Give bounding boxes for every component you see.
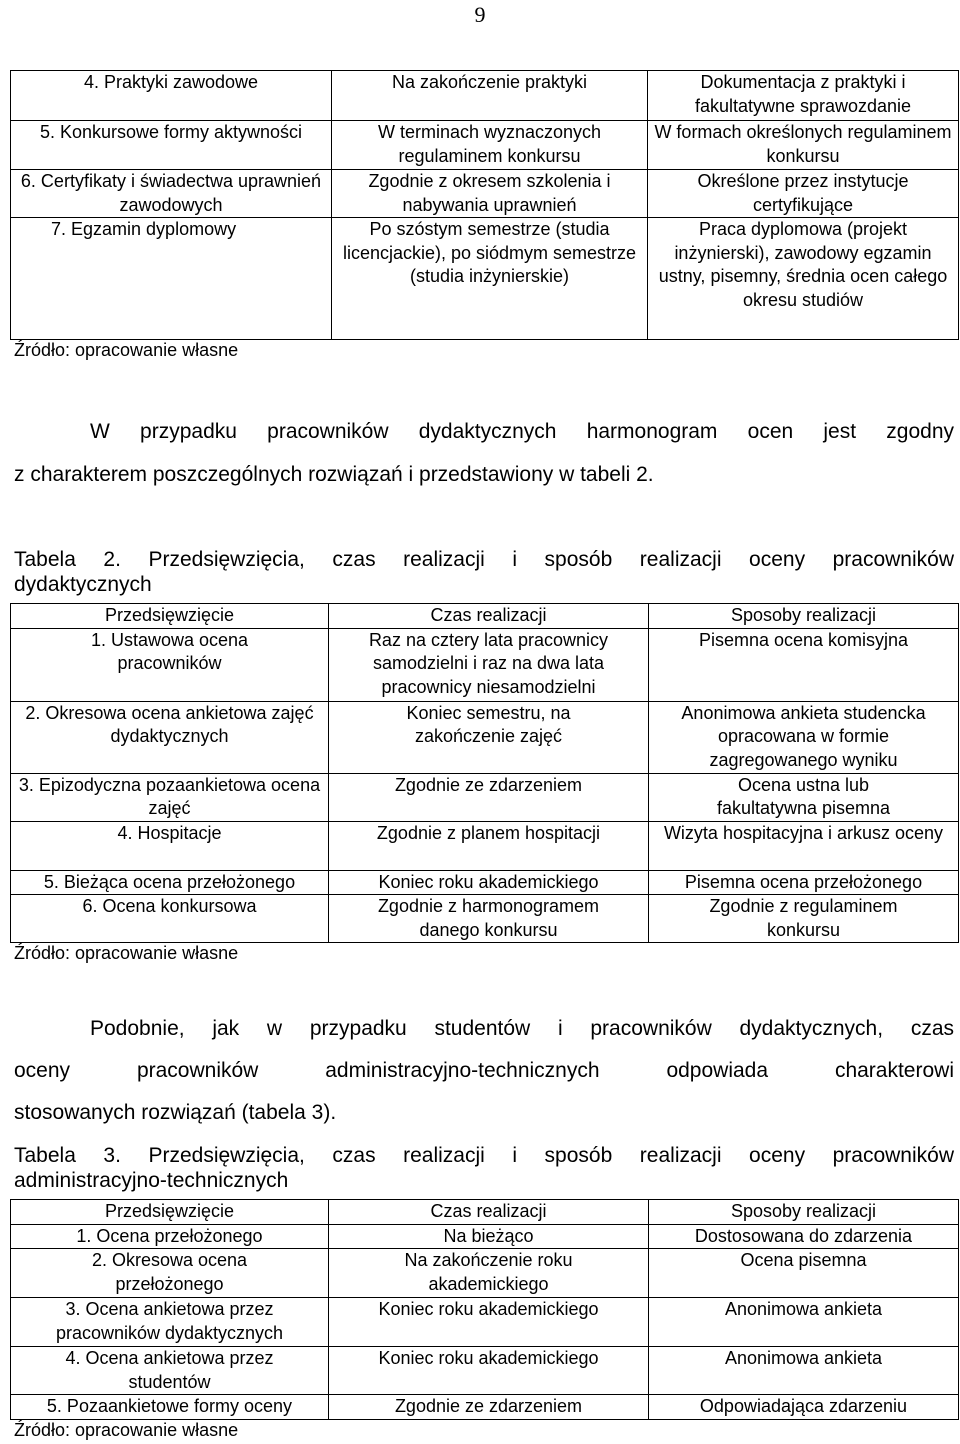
table-cell: Koniec semestru, na zakończenie zajęć xyxy=(329,701,649,773)
table-cell: Pisemna ocena komisyjna xyxy=(649,628,959,701)
table-cell: Praca dyplomowa (projekt inżynierski), zawodowy egzamin ustny, pisemny, średnia ocen całego okresu studiów xyxy=(648,218,959,340)
table-row xyxy=(11,773,959,821)
paragraph-2-mid xyxy=(14,1057,954,1085)
caption-line: administracyjno-technicznych xyxy=(14,1169,289,1192)
table-cell: 2. Okresowa ocena ankietowa zajęć dydaktycznych xyxy=(11,701,329,773)
column-header: Przedsięwzięcie xyxy=(11,1200,329,1225)
table-cell: 4. Hospitacje xyxy=(11,821,329,870)
table-cell: 5. Pozaankietowe formy oceny xyxy=(11,1395,329,1420)
paragraph-2 xyxy=(14,1015,954,1043)
table-cell: Po szóstym semestrze (studia licencjackie), po siódmym semestrze (studia inżynierskie) xyxy=(332,218,648,340)
table-cell: Zgodnie ze zdarzeniem xyxy=(329,773,649,821)
table-cell: W terminach wyznaczonych regulaminem konkursu xyxy=(332,121,648,170)
table-cell: 6. Certyfikaty i świadectwa uprawnień zawodowych xyxy=(11,170,332,218)
table-cell: Dostosowana do zdarzenia xyxy=(649,1224,959,1249)
table-row xyxy=(11,170,959,218)
table-row xyxy=(11,628,959,701)
table-row xyxy=(11,870,959,895)
paragraph-line: stosowanych rozwiązań (tabela 3). xyxy=(14,1101,337,1124)
table-row xyxy=(11,701,959,773)
table-cell: Odpowiadająca zdarzeniu xyxy=(649,1395,959,1420)
paragraph-1 xyxy=(14,418,954,446)
table-row xyxy=(11,1224,959,1249)
column-header: Sposoby realizacji xyxy=(649,604,959,629)
table-cell: Na bieżąco xyxy=(329,1224,649,1249)
table-cell: Pisemna ocena przełożonego xyxy=(649,870,959,895)
table-cell: 3. Epizodyczna pozaankietowa ocena zajęć xyxy=(11,773,329,821)
table-cell: 6. Ocena konkursowa xyxy=(11,895,329,943)
table-cell: Wizyta hospitacyjna i arkusz oceny xyxy=(649,821,959,870)
table-cell: W formach określonych regulaminem konkursu xyxy=(648,121,959,170)
table-row xyxy=(11,895,959,943)
table-3-caption xyxy=(14,1143,954,1193)
table-cell: Anonimowa ankieta studencka opracowana w formie zagregowanego wyniku xyxy=(649,701,959,773)
paragraph-line: Podobnie, jak w przypadku studentów i pracowników dydaktycznych, czas xyxy=(90,1017,954,1040)
table-cell: Anonimowa ankieta xyxy=(649,1298,959,1347)
table-row xyxy=(11,821,959,870)
table-2 xyxy=(10,603,959,943)
table-cell: 4. Ocena ankietowa przez studentów xyxy=(11,1347,329,1395)
paragraph-1-end xyxy=(14,461,954,489)
table-cell: 3. Ocena ankietowa przez pracowników dydaktycznych xyxy=(11,1298,329,1347)
table-2-caption xyxy=(14,547,954,597)
table-cell: Koniec roku akademickiego xyxy=(329,1298,649,1347)
table-1-source: Źródło: opracowanie własne xyxy=(14,340,239,360)
paragraph-line: z charakterem poszczególnych rozwiązań i przedstawiony w tabeli 2. xyxy=(14,463,654,486)
column-header: Czas realizacji xyxy=(329,604,649,629)
table-cell: Zgodnie z harmonogramem danego konkursu xyxy=(329,895,649,943)
table-2-source: Źródło: opracowanie własne xyxy=(14,943,239,963)
table-cell: Określone przez instytucje certyfikujące xyxy=(648,170,959,218)
table-cell: Zgodnie z regulaminem konkursu xyxy=(649,895,959,943)
table-cell: 4. Praktyki zawodowe xyxy=(11,71,332,121)
table-row xyxy=(11,71,959,121)
column-header: Sposoby realizacji xyxy=(649,1200,959,1225)
table-row xyxy=(11,1347,959,1395)
table-row xyxy=(11,1249,959,1298)
column-header: Czas realizacji xyxy=(329,1200,649,1225)
table-cell: Na zakończenie roku akademickiego xyxy=(329,1249,649,1298)
table-cell: Raz na cztery lata pracownicy samodzielni i raz na dwa lata pracownicy niesamodzielni xyxy=(329,628,649,701)
table-header-row xyxy=(11,604,959,629)
caption-line: Tabela 3. Przedsięwzięcia, czas realizacji i sposób realizacji oceny pracowników xyxy=(14,1144,954,1167)
column-header: Przedsięwzięcie xyxy=(11,604,329,629)
table-row xyxy=(11,1395,959,1420)
table-3 xyxy=(10,1199,959,1420)
table-cell: Dokumentacja z praktyki i fakultatywne sprawozdanie xyxy=(648,71,959,121)
table-cell: 2. Okresowa ocena przełożonego xyxy=(11,1249,329,1298)
table-cell: 5. Konkursowe formy aktywności xyxy=(11,121,332,170)
table-cell: Koniec roku akademickiego xyxy=(329,870,649,895)
caption-line: Tabela 2. Przedsięwzięcia, czas realizacji i sposób realizacji oceny pracowników xyxy=(14,548,954,571)
table-cell: 5. Bieżąca ocena przełożonego xyxy=(11,870,329,895)
table-cell: Ocena ustna lub fakultatywna pisemna xyxy=(649,773,959,821)
table-cell: 7. Egzamin dyplomowy xyxy=(11,218,332,340)
table-row xyxy=(11,121,959,170)
table-cell: Zgodnie ze zdarzeniem xyxy=(329,1395,649,1420)
table-header-row xyxy=(11,1200,959,1225)
table-cell: Anonimowa ankieta xyxy=(649,1347,959,1395)
paragraph-2-end xyxy=(14,1099,954,1127)
paragraph-line: W przypadku pracowników dydaktycznych harmonogram ocen jest zgodny xyxy=(90,420,954,443)
table-3-source: Źródło: opracowanie własne xyxy=(14,1420,239,1440)
table-cell: Ocena pisemna xyxy=(649,1249,959,1298)
table-cell: Zgodnie z planem hospitacji xyxy=(329,821,649,870)
caption-line: dydaktycznych xyxy=(14,573,152,596)
table-cell: Na zakończenie praktyki xyxy=(332,71,648,121)
table-cell: 1. Ocena przełożonego xyxy=(11,1224,329,1249)
table-row xyxy=(11,1298,959,1347)
paragraph-line: oceny pracowników administracyjno-technicznych odpowiada charakterowi xyxy=(14,1059,954,1082)
table-1 xyxy=(10,70,959,340)
page-number: 9 xyxy=(474,2,486,27)
table-cell: 1. Ustawowa ocena pracowników xyxy=(11,628,329,701)
table-row xyxy=(11,218,959,340)
table-cell: Koniec roku akademickiego xyxy=(329,1347,649,1395)
table-cell: Zgodnie z okresem szkolenia i nabywania uprawnień xyxy=(332,170,648,218)
